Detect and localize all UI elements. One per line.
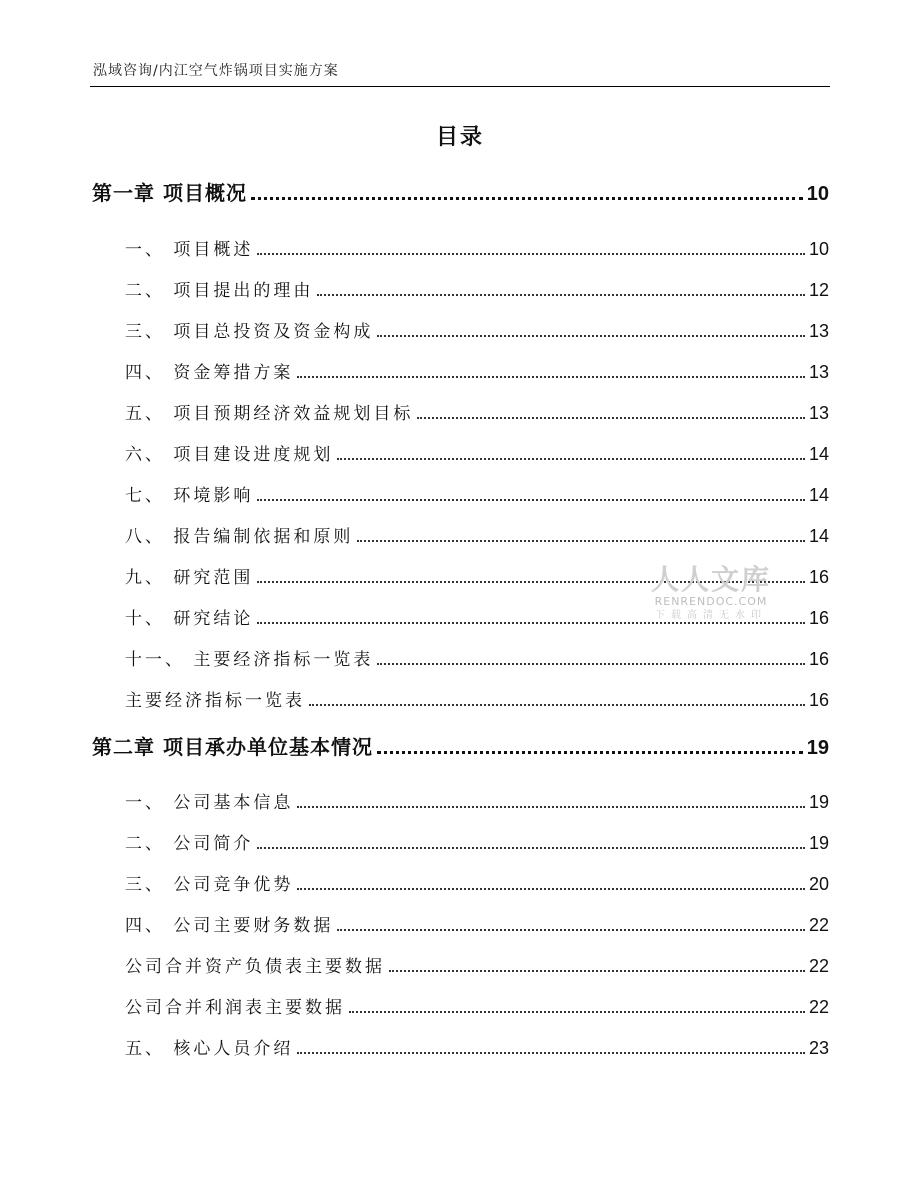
toc-dot-leader (309, 704, 805, 706)
toc-dot-leader (251, 197, 803, 200)
toc-entry[interactable] (125, 234, 829, 260)
toc-entry-page: 16 (808, 649, 829, 669)
toc-entry-page: 22 (808, 997, 829, 1017)
toc-dot-leader (377, 751, 803, 754)
toc-dot-leader (317, 294, 805, 296)
toc-entry-page: 12 (808, 280, 829, 300)
toc-entry-label: 五、 核心人员介绍 (125, 1039, 294, 1059)
toc-entry-label: 一、 公司基本信息 (125, 793, 294, 813)
toc-dot-leader (297, 1052, 805, 1054)
toc-entry-label: 七、 环境影响 (125, 486, 254, 506)
toc-entry[interactable] (125, 644, 829, 670)
toc-entry-label: 六、 项目建设进度规划 (125, 445, 334, 465)
watermark (646, 565, 776, 622)
toc-entry-page: 16 (808, 690, 829, 710)
toc-entry[interactable] (125, 828, 829, 854)
toc-dot-leader (377, 663, 805, 665)
toc-entry-page: 16 (808, 608, 829, 628)
toc-entry-label: 四、 资金筹措方案 (125, 363, 294, 383)
toc-dot-leader (257, 847, 805, 849)
running-header: 泓域咨询/内江空气炸锅项目实施方案 (93, 63, 339, 79)
toc-dot-leader (349, 1011, 805, 1013)
toc-entry[interactable] (125, 439, 829, 465)
toc-entry[interactable] (125, 787, 829, 813)
toc-entry[interactable] (125, 275, 829, 301)
toc-entry-label: 九、 研究范围 (125, 568, 254, 588)
toc-dot-leader (257, 253, 805, 255)
toc-entry[interactable] (125, 992, 829, 1018)
toc-entry[interactable] (125, 910, 829, 936)
toc-entry-page: 14 (808, 485, 829, 505)
toc-entry[interactable] (125, 951, 829, 977)
toc-entry-chapter-1[interactable] (92, 180, 829, 206)
watermark-domain: RENRENDOC.COM (654, 595, 768, 608)
toc-dot-leader (257, 499, 805, 501)
toc-entry[interactable] (125, 685, 829, 711)
toc-entry-label: 第二章 项目承办单位基本情况 (92, 735, 373, 759)
toc-dot-leader (297, 376, 805, 378)
toc-entry-label: 八、 报告编制依据和原则 (125, 527, 354, 547)
toc-title: 目录 (435, 125, 484, 150)
toc-entry-page: 14 (808, 526, 829, 546)
toc-entry-label: 五、 项目预期经济效益规划目标 (125, 404, 414, 424)
toc-dot-leader (357, 540, 805, 542)
toc-entry-label: 三、 项目总投资及资金构成 (125, 322, 374, 342)
toc-entry-label: 十、 研究结论 (125, 609, 254, 629)
toc-entry-page: 22 (808, 915, 829, 935)
toc-entry-page: 19 (808, 792, 829, 812)
toc-entry-page: 10 (806, 183, 829, 205)
toc-entry-page: 16 (808, 567, 829, 587)
toc-entry-label: 第一章 项目概况 (92, 181, 247, 205)
toc-entry[interactable] (125, 357, 829, 383)
toc-entry-page: 14 (808, 444, 829, 464)
toc-entry-label: 一、 项目概述 (125, 240, 254, 260)
toc-entry-label: 公司合并利润表主要数据 (125, 998, 345, 1018)
toc-entry-page: 10 (808, 239, 829, 259)
toc-dot-leader (417, 417, 805, 419)
toc-dot-leader (297, 888, 805, 890)
toc-entry-page: 13 (808, 403, 829, 423)
toc-entry-label: 公司合并资产负债表主要数据 (125, 957, 385, 977)
toc-entry-chapter-2[interactable] (92, 734, 829, 760)
toc-entry-page: 19 (806, 737, 829, 759)
toc-entry[interactable] (125, 480, 829, 506)
watermark-tagline: 下载高清无水印 (655, 610, 767, 621)
toc-dot-leader (389, 970, 805, 972)
toc-entry[interactable] (125, 1033, 829, 1059)
header-divider (90, 86, 830, 87)
toc-entry-page: 19 (808, 833, 829, 853)
toc-dot-leader (337, 929, 805, 931)
toc-entry-page: 22 (808, 956, 829, 976)
toc-entry[interactable] (125, 398, 829, 424)
toc-entry-page: 13 (808, 362, 829, 382)
toc-entry-page: 13 (808, 321, 829, 341)
toc-entry-page: 23 (808, 1038, 829, 1058)
toc-entry-label: 四、 公司主要财务数据 (125, 916, 334, 936)
toc-entry[interactable] (125, 869, 829, 895)
toc-entry[interactable] (125, 316, 829, 342)
toc-entry-label: 二、 项目提出的理由 (125, 281, 314, 301)
toc-entry-label: 三、 公司竞争优势 (125, 875, 294, 895)
watermark-logo-text: 人人文库 (650, 563, 771, 596)
toc-entry-label: 十一、 主要经济指标一览表 (125, 650, 374, 670)
toc-dot-leader (297, 806, 805, 808)
toc-entry-page: 20 (808, 874, 829, 894)
toc-entry[interactable] (125, 521, 829, 547)
toc-dot-leader (377, 335, 805, 337)
toc-dot-leader (257, 622, 805, 624)
toc-entry-label: 二、 公司简介 (125, 834, 254, 854)
toc-dot-leader (337, 458, 805, 460)
toc-entry-label: 主要经济指标一览表 (125, 691, 305, 711)
